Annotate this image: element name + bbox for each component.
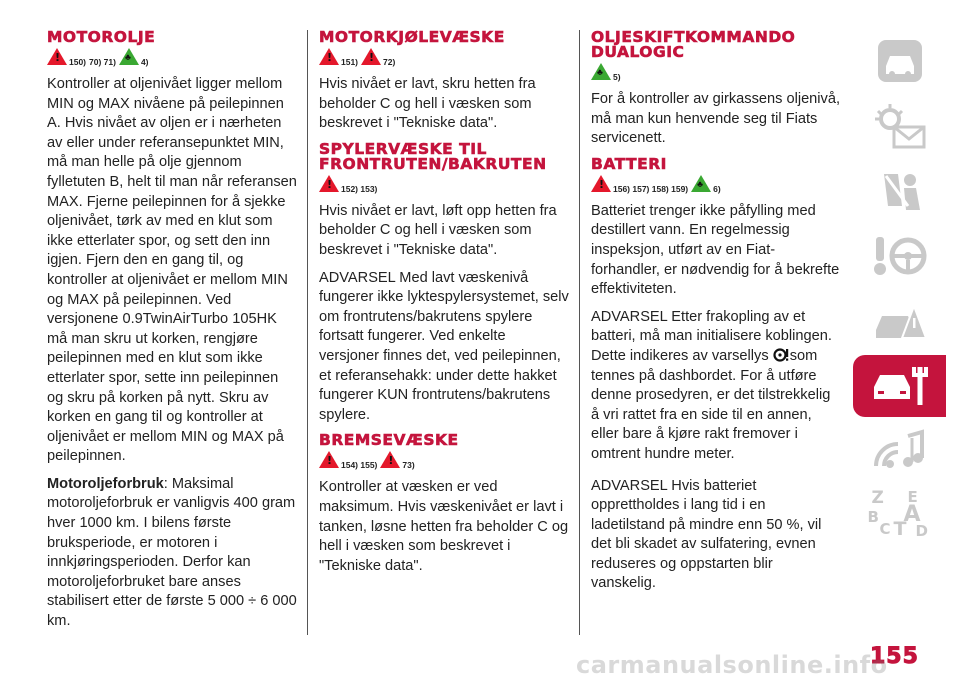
sidebar-item-lights-mail[interactable] — [853, 95, 946, 157]
car-wrench-icon — [868, 361, 932, 411]
reference-markers — [591, 63, 841, 85]
batteri-warning-init — [591, 308, 841, 465]
lights-mail-icon — [868, 101, 932, 151]
motoroljeforbruk-paragraph — [47, 475, 297, 632]
warning-triangle-icon — [47, 48, 67, 65]
index-letter: E — [907, 488, 918, 506]
car-info-icon — [868, 36, 932, 86]
section-title-spylervaeske — [319, 139, 569, 173]
section-title-motorkjolevaeske: MOTORKJØLEVÆSKE — [319, 28, 505, 46]
environment-refs: 6) — [713, 183, 721, 194]
index-letter: B — [867, 508, 879, 526]
spylervaeske-warning: ADVARSEL Med lavt væskenivå fungerer ikke lyktespylersystemet, selv om frontrutens/bakrutens spylere fortsatt fungerer. Ved enkelte versjoner finnes det, ved peilepinnen, et referansehakk: under dette hakket fungerer KUN frontrutens/bakrutens spylere. — [319, 269, 569, 423]
index-letter: T — [893, 518, 907, 540]
key-steering-icon — [868, 231, 932, 281]
page-number: 155 — [870, 644, 919, 669]
warning-refs: 152) 153) — [341, 183, 378, 194]
warning-refs: 154) 155) — [341, 460, 378, 471]
column-motorolje — [47, 30, 297, 640]
section-title-motorolje: MOTOROLJE — [47, 28, 156, 46]
warning-triangle-icon — [380, 451, 400, 468]
caution-refs: 73) — [402, 460, 415, 471]
sidebar-item-alphabet-index[interactable] — [853, 485, 946, 547]
section-title-line1: SPYLERVÆSKE TIL — [319, 139, 487, 158]
warning-triangle-icon — [319, 451, 339, 468]
section-title-oljeskiftkommando — [591, 30, 841, 60]
section-title-line2: FRONTRUTEN/BAKRUTEN — [319, 154, 547, 173]
chapter-sidebar — [853, 30, 946, 550]
sidebar-item-seatbelt-airbag[interactable] — [853, 160, 946, 222]
warning-refs: 156) 157) 158) 159) — [613, 183, 689, 194]
warning-refs: 151) — [341, 57, 359, 67]
sidebar-item-car-wrench[interactable] — [853, 355, 946, 417]
reference-markers — [319, 48, 569, 70]
environment-triangle-icon — [119, 48, 139, 65]
column-dualogic-batteri — [591, 30, 841, 602]
caution-refs: 70) 71) — [89, 57, 116, 67]
steering-warning-icon — [773, 348, 790, 362]
seatbelt-airbag-icon — [868, 166, 932, 216]
motorkjolevaeske-paragraph: Hvis nivået er lavt, skru hetten fra beholder C og hell i væsken som beskrevet i "Tekniske data". — [319, 76, 536, 132]
reference-markers — [591, 175, 841, 197]
batteri-warning-text-b: som tennes på dashbordet. For å utføre denne prosedyren, er det tilstrekkelig å vri rattet fra en side til en annen, eller bare å kjøre rakt fremover i omtrent hundre meter. — [591, 347, 831, 462]
column-divider — [307, 30, 308, 635]
section-title-batteri: BATTERI — [591, 154, 667, 173]
sidebar-item-key-steering[interactable] — [853, 225, 946, 287]
satellite-music-icon — [868, 426, 932, 476]
environment-refs: 4) — [140, 57, 149, 67]
sidebar-item-car-info[interactable] — [853, 30, 946, 92]
sidebar-item-satellite-music[interactable] — [853, 420, 946, 482]
column-divider — [579, 30, 580, 635]
bremsevaeske-paragraph: Kontroller at væsken er ved maksimum. Hvis væskenivået er lavt i tanken, løsne hetten fra beholder C og hell i væsken som beskrevet i "Tekniske data". — [319, 479, 569, 574]
reference-markers — [319, 175, 569, 197]
watermark-text: carmanualsonline.info — [576, 651, 888, 679]
warning-triangle-icon — [319, 175, 339, 192]
sidebar-item-breakdown[interactable] — [853, 290, 946, 352]
alphabet-index-icon — [868, 488, 932, 544]
index-letter: C — [879, 520, 891, 538]
batteri-paragraph: Batteriet trenger ikke påfylling med destillert vann. En regelmessig inspeksjon, utført av en Fiat-forhandler, er nødvendig for å bekrefte effektiviteten. — [591, 202, 840, 298]
section-title-line1: OLJESKIFTKOMMANDO — [591, 28, 796, 46]
environment-triangle-icon — [691, 175, 711, 192]
warning-triangle-icon — [591, 175, 611, 192]
spylervaeske-paragraph: Hvis nivået er lavt, løft opp hetten fra beholder C og hell i væsken som beskrevet i "Tekniske data". — [319, 202, 557, 258]
environment-refs: 5) — [613, 72, 621, 82]
motoroljeforbruk-label: Motoroljeforbruk — [47, 475, 164, 492]
reference-markers — [47, 48, 297, 70]
dualogic-paragraph: For å kontroller av girkassens oljenivå, må man kun henvende seg til Fiats servicenett. — [591, 91, 841, 147]
motorolje-paragraph: Kontroller at oljenivået ligger mellom MIN og MAX nivåene på peilepinnen A. Hvis nivået av oljen er i nærheten av eller under referansepunktet MIN, må man helle på olje gjennom fylletuten B, helt til man når referansen MAX. Fjerne peilepinnen for å sjekke oljenivået, tørk av med en klut som ikke etterlater spor, og sett den inn igjen. Fjern den en gang til, og kontroller at oljenivået er mellom MIN og MAX på peilepinnen. Ved versjonene 0.9TwinAirTurbo 105HK må man skru ut korken, rengjøre peilepinnen med en klut som ikke etterlater spor, sette inn peilepinnen og skru på korken på nytt. Skru av korken en gang til og kontroller at oljenivået er mellom MIN og MAX på peilepinnen. — [47, 76, 297, 465]
index-letter: Z — [871, 488, 884, 508]
section-title-line2: DUALOGIC — [591, 43, 685, 61]
column-fluids — [319, 30, 569, 584]
batteri-warning-text-a: ADVARSEL Etter frakopling av et batteri, må man initialisere koblingen. Dette indikeres av varsellys — [591, 308, 832, 364]
breakdown-icon — [868, 296, 932, 346]
warning-triangle-icon — [319, 48, 339, 65]
reference-markers — [319, 451, 569, 473]
warning-refs: 150) — [69, 57, 87, 67]
section-title-bremsevaeske: BREMSEVÆSKE — [319, 431, 459, 450]
index-letter: D — [915, 522, 928, 540]
index-letter: A — [903, 502, 921, 527]
environment-triangle-icon — [591, 63, 611, 80]
warning-triangle-icon — [361, 48, 381, 65]
motoroljeforbruk-text: : Maksimal motoroljeforbruk er vanligvis 400 gram hver 1000 km. I bilens første bruksperiode, er motoren i innkjøringsperioden. Derfor kan motoroljeforbruket bare anses stabilisert etter de første 5 000 ÷ 6 000 km. — [47, 475, 297, 630]
caution-refs: 72) — [383, 57, 396, 67]
batteri-warning-sulfatering: ADVARSEL Hvis batteriet opprettholdes i lang tid i en ladetilstand på mindre enn 50 %, vil det bli skadet av sulfatering, evnen reduseres og oppstarten blir vanskelig. — [591, 477, 822, 592]
